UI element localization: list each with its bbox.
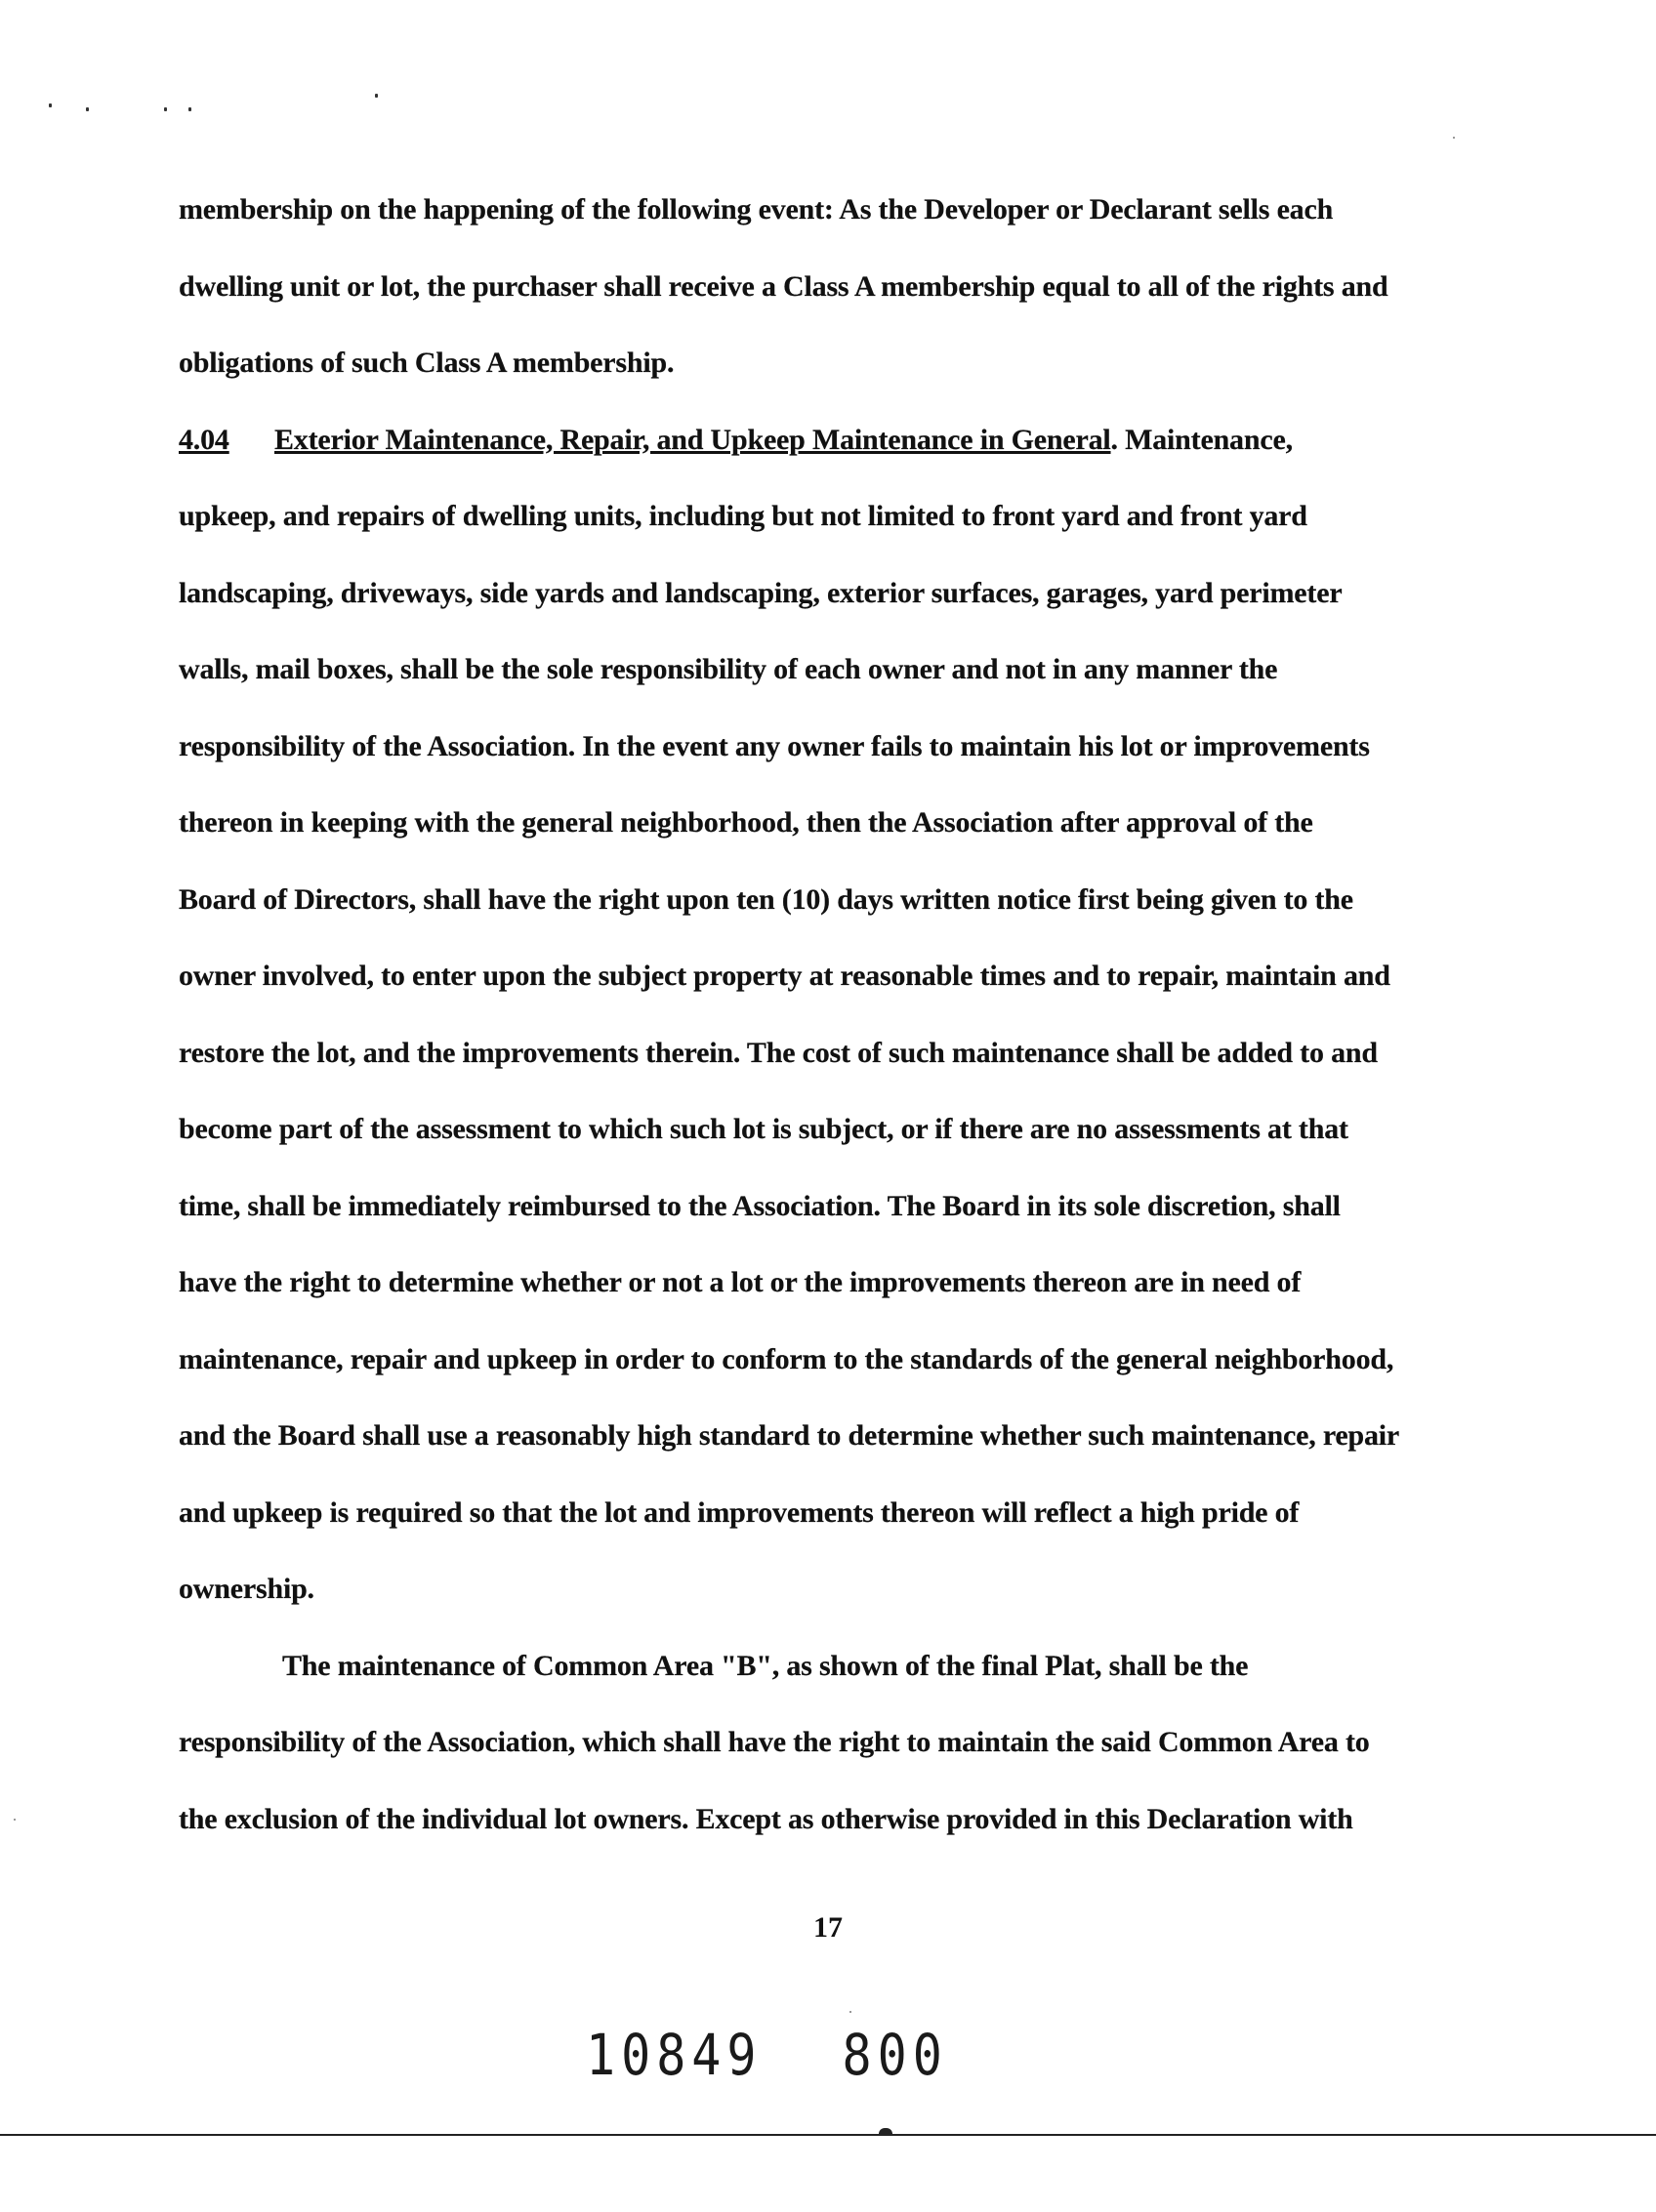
stamp-page-number: 800: [842, 2023, 948, 2088]
text-line: have the right to determine whether or not a lot or the improvements thereon are in need of: [179, 1266, 1302, 1298]
section-heading-rest: . Maintenance,: [1110, 423, 1293, 456]
scan-speck: [86, 107, 89, 111]
recording-stamp: [586, 2023, 948, 2088]
text-line: ownership.: [179, 1573, 314, 1605]
section-title: Exterior Maintenance, Repair, and Upkeep Maintenance in General: [274, 423, 1111, 456]
text-line: [179, 1628, 1477, 1705]
text-line: responsibility of the Association, which shall have the right to maintain the said Common Area to: [179, 1726, 1370, 1758]
stamp-book-number: 10849: [586, 2023, 763, 2088]
text-line: Board of Directors, shall have the right upon ten (10) days written notice first being given to the: [179, 882, 1353, 916]
text-line: walls, mail boxes, shall be the sole responsibility of each owner and not in any manner the: [179, 653, 1278, 685]
section-heading-line: [179, 402, 1477, 479]
text-line: obligations of such Class A membership.: [179, 347, 675, 379]
text-line: responsibility of the Association. In the event any owner fails to maintain his lot or improvements: [179, 729, 1370, 762]
text-line: upkeep, and repairs of dwelling units, including but not limited to front yard and front yard: [179, 500, 1307, 532]
scan-speck: [375, 94, 378, 98]
scan-speck: [188, 107, 191, 111]
footer-rule: [0, 2134, 1656, 2136]
text-line: thereon in keeping with the general neighborhood, then the Association after approval of the: [179, 806, 1313, 839]
text-line: time, shall be immediately reimbursed to the Association. The Board in its sole discretion, shall: [179, 1189, 1341, 1222]
document-body: [179, 172, 1477, 1858]
scan-speck: [1453, 137, 1455, 139]
scan-speck: [49, 103, 52, 107]
membership-paragraph: [179, 172, 1477, 402]
text-line-content: The maintenance of Common Area "B", as shown of the final Plat, shall be the: [282, 1649, 1249, 1682]
section-4-04: [179, 402, 1477, 1628]
text-line: owner involved, to enter upon the subject property at reasonable times and to repair, maintain and: [179, 960, 1390, 992]
text-line: become part of the assessment to which such lot is subject, or if there are no assessments at that: [179, 1113, 1348, 1145]
page-number: 17: [813, 1911, 843, 1944]
section-number: 4.04: [179, 423, 229, 456]
text-line: membership on the happening of the following event: As the Developer or Declarant sells each: [179, 193, 1334, 225]
text-line: the exclusion of the individual lot owners. Except as otherwise provided in this Declaration with: [179, 1802, 1353, 1835]
text-line: and upkeep is required so that the lot and improvements thereon will reflect a high pride of: [179, 1495, 1300, 1529]
text-line: maintenance, repair and upkeep in order to conform to the standards of the general neighborhood,: [179, 1342, 1394, 1375]
scan-speck: [164, 107, 167, 111]
text-line: and the Board shall use a reasonably high standard to determine whether such maintenance, repair: [179, 1419, 1400, 1452]
text-line: restore the lot, and the improvements therein. The cost of such maintenance shall be added to and: [179, 1036, 1378, 1069]
text-line: landscaping, driveways, side yards and landscaping, exterior surfaces, garages, yard perimeter: [179, 576, 1343, 609]
footer-mark: [879, 2128, 892, 2134]
scan-speck: [14, 1819, 16, 1821]
common-area-paragraph: [179, 1628, 1477, 1859]
scan-speck: [849, 2011, 851, 2013]
text-line: dwelling unit or lot, the purchaser shall receive a Class A membership equal to all of the rights and: [179, 269, 1388, 303]
